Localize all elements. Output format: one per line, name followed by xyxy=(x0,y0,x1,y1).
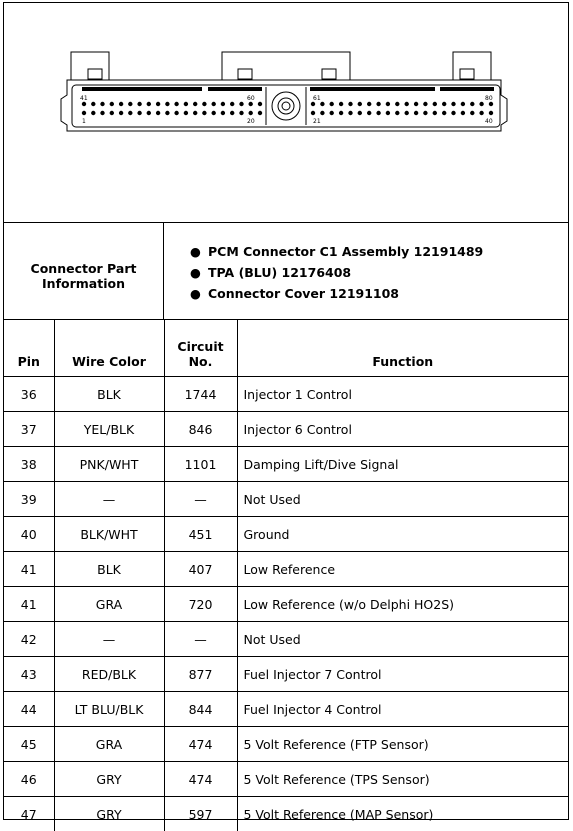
function-cell: 5 Volt Reference (TPS Sensor) xyxy=(237,762,568,797)
pin-cavity xyxy=(100,111,104,115)
table-row xyxy=(4,587,568,622)
pin-cavity xyxy=(451,102,455,106)
header-wire-color: Wire Color xyxy=(54,320,164,377)
pin-cell: 37 xyxy=(4,412,54,447)
pin-label-60: 60 xyxy=(247,95,255,102)
table-row xyxy=(4,762,568,797)
function-cell: Not Used xyxy=(237,482,568,517)
function-cell: Fuel Injector 7 Control xyxy=(237,657,568,692)
pin-cavity xyxy=(320,111,324,115)
pin-cavity xyxy=(433,111,437,115)
circuit-cell: 720 xyxy=(164,587,237,622)
pin-cavity xyxy=(193,102,197,106)
pin-cavity xyxy=(442,111,446,115)
table-row xyxy=(4,552,568,587)
pin-cavity xyxy=(119,111,123,115)
pin-cavity xyxy=(165,102,169,106)
pin-cavity xyxy=(358,111,362,115)
part-item: ● PCM Connector C1 Assembly 12191489 xyxy=(190,241,483,262)
pin-cell: 47 xyxy=(4,797,54,831)
pin-cavity xyxy=(414,111,418,115)
pin-cavity xyxy=(395,111,399,115)
function-cell: Injector 6 Control xyxy=(237,412,568,447)
wire-color-cell: BLK/WHT xyxy=(54,517,164,552)
connector-end-view-sheet xyxy=(3,2,569,820)
pin-cavity xyxy=(470,111,474,115)
pin-cavity xyxy=(348,111,352,115)
pin-cavity xyxy=(367,111,371,115)
function-cell: Low Reference (w/o Delphi HO2S) xyxy=(237,587,568,622)
pin-cavity xyxy=(258,111,262,115)
pin-cavity xyxy=(184,102,188,106)
wire-color-cell: GRA xyxy=(54,727,164,762)
circuit-cell: 407 xyxy=(164,552,237,587)
pin-cavity xyxy=(202,102,206,106)
circuit-cell: — xyxy=(164,622,237,657)
pin-cavity xyxy=(91,111,95,115)
pin-cavity xyxy=(386,102,390,106)
pin-cavity xyxy=(147,102,151,106)
connector-diagram xyxy=(4,3,568,223)
pin-cavity xyxy=(311,102,315,106)
pin-cell: 44 xyxy=(4,692,54,727)
pin-cavity xyxy=(461,102,465,106)
center-bolt xyxy=(272,92,300,120)
pin-cavity xyxy=(221,102,225,106)
circuit-cell: 451 xyxy=(164,517,237,552)
pin-cell: 45 xyxy=(4,727,54,762)
wire-color-cell: PNK/WHT xyxy=(54,447,164,482)
pin-cavity xyxy=(423,111,427,115)
bullet-icon: ● xyxy=(190,283,208,304)
pin-cavity xyxy=(330,102,334,106)
pin-cavity xyxy=(184,111,188,115)
latch-tab-center xyxy=(222,52,350,80)
bullet-icon: ● xyxy=(190,262,208,283)
pin-cavity xyxy=(376,102,380,106)
connector-part-list xyxy=(190,241,483,304)
pin-cell: 46 xyxy=(4,762,54,797)
pin-cavity xyxy=(320,102,324,106)
function-cell: Injector 1 Control xyxy=(237,377,568,412)
circuit-cell: 474 xyxy=(164,762,237,797)
pin-cell: 41 xyxy=(4,552,54,587)
pin-cavity xyxy=(249,102,253,106)
table-row xyxy=(4,692,568,727)
pin-cavity xyxy=(311,111,315,115)
pin-cavity xyxy=(119,102,123,106)
wire-color-cell: GRY xyxy=(54,762,164,797)
pin-cavity xyxy=(110,102,114,106)
wire-color-cell: LT BLU/BLK xyxy=(54,692,164,727)
pin-cavity xyxy=(339,111,343,115)
pin-cavity xyxy=(330,111,334,115)
part-item: ● Connector Cover 12191108 xyxy=(190,283,483,304)
pin-cavity xyxy=(156,111,160,115)
connector-part-info-label: Connector Part Information xyxy=(4,223,164,319)
wire-color-cell: GRA xyxy=(54,587,164,622)
pin-cavity xyxy=(461,111,465,115)
pin-cavity xyxy=(137,111,141,115)
pin-label-21: 21 xyxy=(313,118,321,125)
wire-color-cell: GRY xyxy=(54,797,164,831)
table-row xyxy=(4,657,568,692)
function-cell: Not Used xyxy=(237,622,568,657)
pin-label-41: 41 xyxy=(80,95,88,102)
circuit-cell: 597 xyxy=(164,797,237,831)
table-row xyxy=(4,727,568,762)
pin-cavity xyxy=(82,111,86,115)
pin-cavity xyxy=(193,111,197,115)
wire-color-cell: BLK xyxy=(54,552,164,587)
pin-cavity xyxy=(405,102,409,106)
pin-cavity xyxy=(91,102,95,106)
pin-cavity xyxy=(128,102,132,106)
pin-cavity xyxy=(212,111,216,115)
pin-cell: 41 xyxy=(4,587,54,622)
table-row xyxy=(4,412,568,447)
table-row xyxy=(4,517,568,552)
pin-cell: 36 xyxy=(4,377,54,412)
latch-tab-left xyxy=(71,52,109,80)
pin-cell: 42 xyxy=(4,622,54,657)
pin-cavity xyxy=(489,111,493,115)
part-item: ● TPA (BLU) 12176408 xyxy=(190,262,483,283)
wire-color-cell: RED/BLK xyxy=(54,657,164,692)
function-cell: Damping Lift/Dive Signal xyxy=(237,447,568,482)
pin-cavity xyxy=(82,102,86,106)
pin-cavity xyxy=(165,111,169,115)
pin-label-20: 20 xyxy=(247,118,255,125)
pin-cavity xyxy=(137,102,141,106)
table-row xyxy=(4,622,568,657)
pin-cavity xyxy=(221,111,225,115)
pin-cavity xyxy=(423,102,427,106)
pin-cavity xyxy=(348,102,352,106)
function-cell: Ground xyxy=(237,517,568,552)
pin-cavity xyxy=(451,111,455,115)
pin-label-1: 1 xyxy=(82,118,86,125)
wire-color-cell: BLK xyxy=(54,377,164,412)
pin-cavity xyxy=(358,102,362,106)
pin-cavity xyxy=(414,102,418,106)
circuit-cell: — xyxy=(164,482,237,517)
circuit-cell: 1744 xyxy=(164,377,237,412)
function-cell: Fuel Injector 4 Control xyxy=(237,692,568,727)
pin-label-61: 61 xyxy=(313,95,321,102)
pin-cavity xyxy=(386,111,390,115)
pin-cavity xyxy=(230,111,234,115)
wire-color-cell: YEL/BLK xyxy=(54,412,164,447)
circuit-cell: 474 xyxy=(164,727,237,762)
bullet-icon: ● xyxy=(190,241,208,262)
pin-cavity xyxy=(442,102,446,106)
pin-cavity xyxy=(405,111,409,115)
header-circuit-no: Circuit No. xyxy=(164,320,237,377)
pin-cavity xyxy=(479,111,483,115)
pin-cavity xyxy=(202,111,206,115)
connector-drawing xyxy=(4,3,568,222)
pin-cavity xyxy=(489,102,493,106)
pin-cavity xyxy=(479,102,483,106)
pin-cavity xyxy=(258,102,262,106)
pin-cavity xyxy=(128,111,132,115)
table-row xyxy=(4,377,568,412)
connector-part-info xyxy=(4,223,568,320)
wire-color-cell: — xyxy=(54,622,164,657)
pin-cavities xyxy=(82,102,493,115)
pin-cell: 43 xyxy=(4,657,54,692)
circuit-cell: 877 xyxy=(164,657,237,692)
header-function: Function xyxy=(237,320,568,377)
pin-cell: 38 xyxy=(4,447,54,482)
pin-cavity xyxy=(100,102,104,106)
pin-cell: 40 xyxy=(4,517,54,552)
circuit-cell: 844 xyxy=(164,692,237,727)
pin-table xyxy=(4,320,568,831)
table-row xyxy=(4,447,568,482)
pin-cavity xyxy=(156,102,160,106)
pin-cavity xyxy=(147,111,151,115)
pin-cavity xyxy=(433,102,437,106)
header-pin: Pin xyxy=(4,320,54,377)
pin-cavity xyxy=(230,102,234,106)
table-row xyxy=(4,482,568,517)
pin-label-80: 80 xyxy=(485,95,493,102)
function-cell: Low Reference xyxy=(237,552,568,587)
function-cell: 5 Volt Reference (FTP Sensor) xyxy=(237,727,568,762)
circuit-cell: 1101 xyxy=(164,447,237,482)
pin-cavity xyxy=(339,102,343,106)
pin-cavity xyxy=(376,111,380,115)
pin-cell: 39 xyxy=(4,482,54,517)
pin-label-40: 40 xyxy=(485,118,493,125)
circuit-cell: 846 xyxy=(164,412,237,447)
function-cell: 5 Volt Reference (MAP Sensor) xyxy=(237,797,568,831)
pin-cavity xyxy=(239,111,243,115)
pin-cavity xyxy=(367,102,371,106)
pin-cavity xyxy=(174,102,178,106)
pin-cavity xyxy=(174,111,178,115)
wire-color-cell: — xyxy=(54,482,164,517)
pin-table-header xyxy=(4,320,568,377)
pin-cavity xyxy=(470,102,474,106)
pin-cavity xyxy=(110,111,114,115)
latch-tab-right xyxy=(453,52,491,80)
pin-cavity xyxy=(212,102,216,106)
pin-cavity xyxy=(395,102,399,106)
pin-cavity xyxy=(239,102,243,106)
pin-cavity xyxy=(249,111,253,115)
